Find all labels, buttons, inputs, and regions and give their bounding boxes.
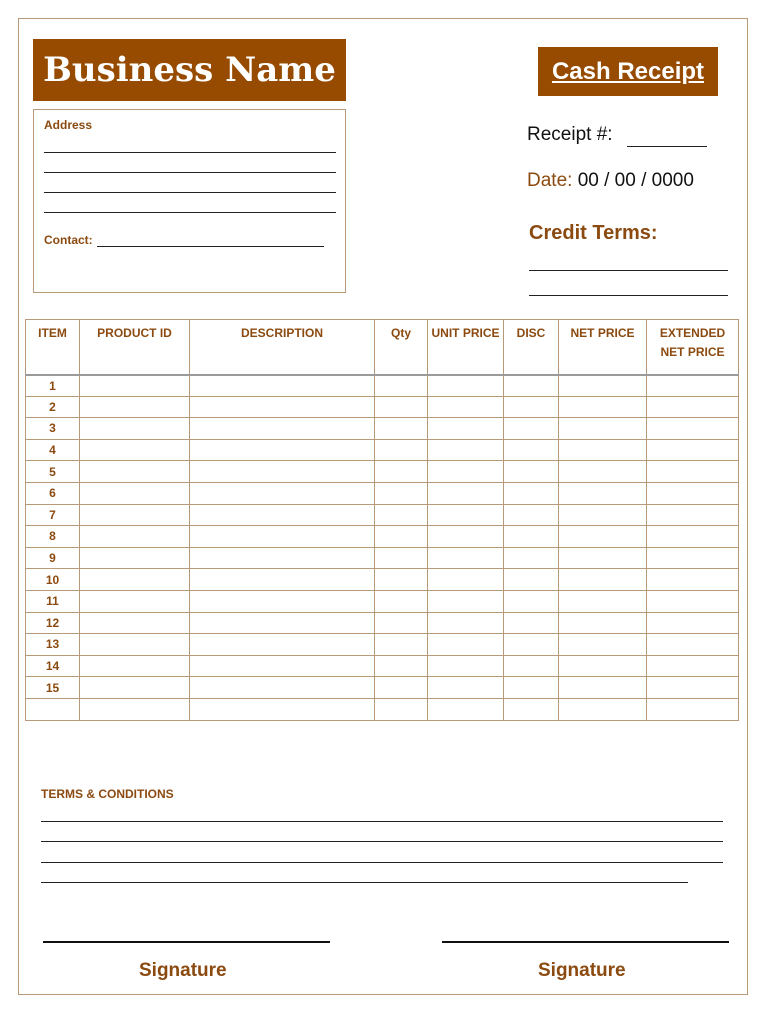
table-cell[interactable]: [559, 590, 647, 612]
item-number-cell[interactable]: 11: [26, 590, 80, 612]
table-cell[interactable]: [80, 569, 190, 591]
table-cell[interactable]: [375, 612, 428, 634]
receipt-number-field[interactable]: [627, 146, 707, 147]
table-cell[interactable]: [190, 504, 375, 526]
table-cell[interactable]: [428, 526, 504, 548]
table-cell[interactable]: [375, 634, 428, 656]
table-cell[interactable]: [647, 526, 739, 548]
address-label: Address: [44, 118, 93, 132]
table-cell[interactable]: [504, 396, 559, 418]
table-cell[interactable]: [504, 590, 559, 612]
table-cell[interactable]: [504, 655, 559, 677]
table-cell[interactable]: [190, 590, 375, 612]
terms-conditions-label: TERMS & CONDITIONS: [41, 787, 174, 801]
table-cell[interactable]: [80, 461, 190, 483]
table-cell[interactable]: [190, 655, 375, 677]
receipt-number-label: Receipt #:: [527, 124, 613, 145]
table-cell[interactable]: [190, 677, 375, 699]
table-cell[interactable]: [428, 634, 504, 656]
table-cell[interactable]: [559, 612, 647, 634]
table-cell[interactable]: [504, 698, 559, 720]
table-cell[interactable]: [504, 634, 559, 656]
address-box: [33, 109, 346, 293]
table-header-row: [26, 320, 739, 375]
item-number-cell[interactable]: 9: [26, 547, 80, 569]
item-number-cell[interactable]: 1: [26, 375, 80, 397]
table-cell[interactable]: [375, 547, 428, 569]
cash-receipt-banner: [538, 47, 718, 96]
table-cell[interactable]: [190, 396, 375, 418]
item-number-cell[interactable]: [26, 698, 80, 720]
item-number-cell[interactable]: 3: [26, 418, 80, 440]
table-cell[interactable]: [375, 590, 428, 612]
table-cell[interactable]: [190, 439, 375, 461]
table-cell[interactable]: [504, 504, 559, 526]
item-number-cell[interactable]: 14: [26, 655, 80, 677]
table-cell[interactable]: [428, 590, 504, 612]
table-cell[interactable]: [80, 677, 190, 699]
table-cell[interactable]: [375, 526, 428, 548]
table-cell[interactable]: [80, 547, 190, 569]
address-line[interactable]: [44, 212, 336, 213]
table-cell[interactable]: [80, 526, 190, 548]
table-cell[interactable]: [647, 547, 739, 569]
table-cell[interactable]: [504, 439, 559, 461]
address-line[interactable]: [44, 192, 336, 193]
table-cell[interactable]: [647, 612, 739, 634]
table-cell[interactable]: [375, 569, 428, 591]
table-cell[interactable]: [190, 569, 375, 591]
table-cell[interactable]: [559, 375, 647, 397]
table-cell[interactable]: [559, 439, 647, 461]
right-signature-label: Signature: [538, 960, 626, 981]
address-line[interactable]: [44, 152, 336, 153]
table-cell[interactable]: [504, 677, 559, 699]
table-cell[interactable]: [504, 375, 559, 397]
table-cell[interactable]: [80, 612, 190, 634]
table-cell[interactable]: [559, 634, 647, 656]
table-cell[interactable]: [80, 504, 190, 526]
business-name-banner: Business Name: [33, 39, 346, 101]
table-cell[interactable]: [428, 504, 504, 526]
table-cell[interactable]: [559, 569, 647, 591]
table-cell[interactable]: [428, 461, 504, 483]
table-cell[interactable]: [190, 612, 375, 634]
table-cell[interactable]: [428, 482, 504, 504]
table-cell[interactable]: [190, 698, 375, 720]
date-label: Date:: [527, 170, 573, 191]
table-cell[interactable]: [559, 396, 647, 418]
table-cell[interactable]: [428, 612, 504, 634]
table-cell[interactable]: [375, 482, 428, 504]
item-number-cell[interactable]: 4: [26, 439, 80, 461]
column-header: Qty: [375, 320, 428, 375]
column-header: PRODUCT ID: [80, 320, 190, 375]
table-cell[interactable]: [559, 504, 647, 526]
table-cell[interactable]: [190, 482, 375, 504]
table-cell[interactable]: [80, 396, 190, 418]
item-number-cell[interactable]: 10: [26, 569, 80, 591]
table-cell[interactable]: [647, 590, 739, 612]
items-table: [25, 319, 739, 721]
table-row: [26, 569, 739, 591]
table-row: [26, 655, 739, 677]
table-row: [26, 677, 739, 699]
table-cell[interactable]: [559, 655, 647, 677]
table-cell[interactable]: [80, 418, 190, 440]
column-header: ITEM: [26, 320, 80, 375]
item-number-cell[interactable]: 5: [26, 461, 80, 483]
table-cell[interactable]: [647, 698, 739, 720]
table-cell[interactable]: [375, 698, 428, 720]
table-row: [26, 547, 739, 569]
table-row: [26, 418, 739, 440]
column-header: NET PRICE: [559, 320, 647, 375]
table-cell[interactable]: [190, 634, 375, 656]
table-cell[interactable]: [190, 418, 375, 440]
credit-terms-label: Credit Terms:: [529, 222, 658, 244]
terms-line[interactable]: [41, 841, 723, 842]
table-cell[interactable]: [504, 547, 559, 569]
item-number-cell[interactable]: 8: [26, 526, 80, 548]
table-row: [26, 634, 739, 656]
table-cell[interactable]: [504, 418, 559, 440]
table-cell[interactable]: [80, 375, 190, 397]
terms-line[interactable]: [41, 882, 688, 883]
address-line[interactable]: [44, 172, 336, 173]
column-header: UNIT PRICE: [428, 320, 504, 375]
table-cell[interactable]: [80, 482, 190, 504]
table-cell[interactable]: [190, 547, 375, 569]
table-cell[interactable]: [428, 418, 504, 440]
table-cell[interactable]: [504, 569, 559, 591]
terms-line[interactable]: [41, 821, 723, 822]
table-cell[interactable]: [190, 461, 375, 483]
table-cell[interactable]: [559, 461, 647, 483]
table-cell[interactable]: [375, 655, 428, 677]
table-cell[interactable]: [647, 634, 739, 656]
table-cell[interactable]: [375, 461, 428, 483]
terms-line[interactable]: [41, 862, 723, 863]
table-cell[interactable]: [428, 375, 504, 397]
table-cell[interactable]: [375, 677, 428, 699]
table-cell[interactable]: [504, 461, 559, 483]
table-cell[interactable]: [375, 504, 428, 526]
table-cell[interactable]: [559, 418, 647, 440]
table-cell[interactable]: [80, 698, 190, 720]
table-cell[interactable]: [504, 482, 559, 504]
table-cell[interactable]: [375, 439, 428, 461]
item-number-cell[interactable]: 6: [26, 482, 80, 504]
cash-receipt-title: Cash Receipt: [551, 58, 705, 85]
table-row: [26, 698, 739, 720]
table-cell[interactable]: [428, 698, 504, 720]
table-body: [26, 375, 739, 721]
table-cell[interactable]: [80, 655, 190, 677]
table-cell[interactable]: [428, 396, 504, 418]
left-signature-line[interactable]: [43, 941, 330, 943]
table-row: [26, 590, 739, 612]
date-value[interactable]: 00 / 00 / 0000: [577, 170, 694, 191]
table-cell[interactable]: [190, 526, 375, 548]
item-number-cell[interactable]: 12: [26, 612, 80, 634]
table-row: [26, 439, 739, 461]
table-cell[interactable]: [428, 569, 504, 591]
column-header: DISC: [504, 320, 559, 375]
table-row: [26, 504, 739, 526]
table-cell[interactable]: [647, 504, 739, 526]
table-cell[interactable]: [504, 526, 559, 548]
table-cell[interactable]: [504, 612, 559, 634]
table-row: [26, 526, 739, 548]
contact-label: Contact:: [44, 233, 93, 247]
table-cell[interactable]: [428, 547, 504, 569]
table-cell[interactable]: [80, 590, 190, 612]
table-cell[interactable]: [647, 655, 739, 677]
table-row: [26, 482, 739, 504]
table-cell[interactable]: [647, 569, 739, 591]
table-cell[interactable]: [375, 396, 428, 418]
table-cell[interactable]: [647, 396, 739, 418]
table-row: [26, 396, 739, 418]
item-number-cell[interactable]: 13: [26, 634, 80, 656]
item-number-cell[interactable]: 15: [26, 677, 80, 699]
table-cell[interactable]: [428, 439, 504, 461]
table-cell[interactable]: [559, 482, 647, 504]
table-cell[interactable]: [375, 418, 428, 440]
table-cell[interactable]: [559, 677, 647, 699]
item-number-cell[interactable]: 2: [26, 396, 80, 418]
credit-terms-line[interactable]: [529, 270, 728, 271]
table-cell[interactable]: [428, 677, 504, 699]
table-cell[interactable]: [647, 677, 739, 699]
contact-line[interactable]: [97, 246, 324, 247]
table-cell[interactable]: [647, 461, 739, 483]
right-signature-line[interactable]: [442, 941, 729, 943]
table-cell[interactable]: [647, 375, 739, 397]
table-cell[interactable]: [190, 375, 375, 397]
table-cell[interactable]: [428, 655, 504, 677]
table-cell[interactable]: [559, 547, 647, 569]
table-cell[interactable]: [559, 698, 647, 720]
item-number-cell[interactable]: 7: [26, 504, 80, 526]
column-header: EXTENDED NET PRICE: [647, 320, 739, 375]
table-row: [26, 375, 739, 397]
table-cell[interactable]: [375, 375, 428, 397]
column-header: DESCRIPTION: [190, 320, 375, 375]
table-cell[interactable]: [80, 439, 190, 461]
table-cell[interactable]: [559, 526, 647, 548]
table-cell[interactable]: [647, 482, 739, 504]
table-cell[interactable]: [647, 439, 739, 461]
table-cell[interactable]: [647, 418, 739, 440]
table-row: [26, 612, 739, 634]
left-signature-label: Signature: [139, 960, 227, 981]
date-row: [527, 170, 694, 192]
table-cell[interactable]: [80, 634, 190, 656]
table-row: [26, 461, 739, 483]
credit-terms-line[interactable]: [529, 295, 728, 296]
